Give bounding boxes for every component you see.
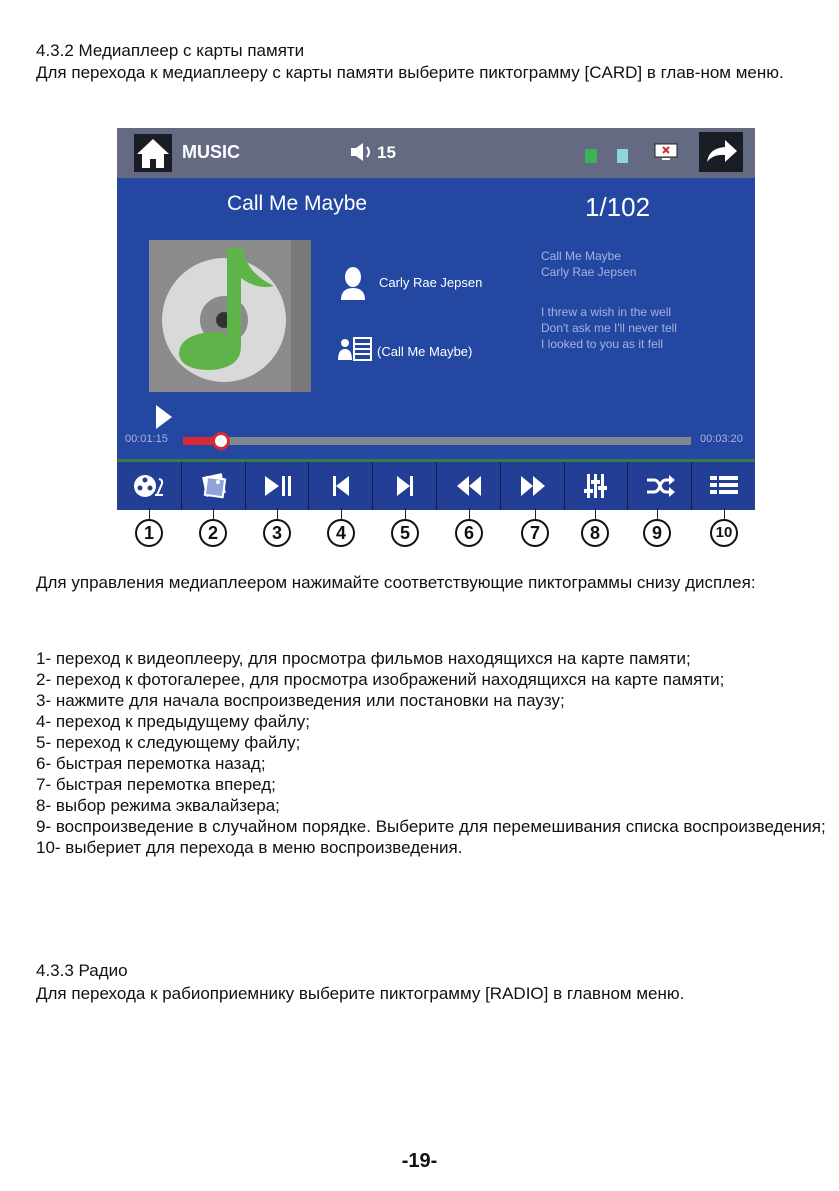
video-reel-icon (133, 472, 165, 500)
control-bar (117, 462, 755, 510)
media-player-screen (117, 128, 755, 510)
list-item: 6- быстрая перемотка назад; (36, 754, 266, 773)
progress-fill (183, 437, 213, 445)
section-heading: 4.3.2 Медиаплеер с карты памяти (36, 41, 305, 60)
progress-bar[interactable] (183, 437, 691, 445)
volume-level: 15 (377, 143, 396, 162)
next-track-icon (389, 472, 421, 500)
callout-3: 3 (263, 519, 291, 547)
page-number: -19- (401, 1150, 438, 1172)
play-indicator-icon (155, 404, 173, 430)
list-item: 2- переход к фотогалерее, для просмотра изображений находящихся на карте памяти; (36, 670, 725, 689)
track-title: Call Me Maybe (227, 192, 368, 215)
music-disc-icon (149, 240, 311, 392)
total-time: 00:03:20 (700, 433, 743, 445)
playlist-button[interactable] (691, 462, 755, 510)
lyrics-title: Call Me Maybe (541, 249, 622, 263)
callout-2: 2 (199, 519, 227, 547)
rewind-button[interactable] (436, 462, 501, 510)
lyrics-text (541, 304, 677, 352)
lyrics-artist: Carly Rae Jepsen (541, 265, 637, 279)
callout-10: 10 (710, 519, 738, 547)
list-item: 1- переход к видеоплееру, для просмотра фильмов находящихся на карте памяти; (36, 649, 691, 668)
callout-6: 6 (455, 519, 483, 547)
equalizer-icon (580, 472, 612, 500)
callout-numbers (117, 508, 755, 548)
progress-handle[interactable] (212, 432, 230, 450)
list-item: 5- переход к следующему файлу; (36, 733, 301, 752)
video-player-button[interactable] (117, 462, 181, 510)
previous-track-button[interactable] (308, 462, 373, 510)
shuffle-button[interactable] (627, 462, 692, 510)
rewind-icon (453, 472, 485, 500)
photo-gallery-icon (198, 472, 230, 500)
usb-icon (617, 149, 628, 163)
forward-arrow-icon (699, 132, 743, 172)
forward-button[interactable] (699, 132, 743, 172)
intro-paragraph: Для перехода к медиаплееру с карты памяти выберите пиктограмму [CARD] в глав-ном меню. (36, 63, 784, 82)
callout-9: 9 (643, 519, 671, 547)
callout-1: 1 (135, 519, 163, 547)
lyrics-line: I threw a wish in the well (541, 305, 672, 319)
equalizer-button[interactable] (564, 462, 629, 510)
callout-8: 8 (581, 519, 609, 547)
list-item: 7- быстрая перемотка вперед; (36, 775, 276, 794)
next-track-button[interactable] (372, 462, 437, 510)
callout-4: 4 (327, 519, 355, 547)
list-item: 10- выбериет для перехода в меню воспроизведения. (36, 838, 463, 857)
speaker-icon (349, 141, 375, 163)
callout-5: 5 (391, 519, 419, 547)
callout-7: 7 (521, 519, 549, 547)
list-item: 4- переход к предыдущему файлу; (36, 712, 310, 731)
radio-paragraph: Для перехода к рабиоприемнику выберите пиктограмму [RADIO] в главном меню. (36, 984, 685, 1003)
top-bar (117, 128, 755, 178)
current-time: 00:01:15 (125, 433, 168, 445)
list-item: 3- нажмите для начала воспроизведения или постановки на паузу; (36, 691, 565, 710)
album-list-icon (337, 336, 373, 362)
album-name: (Call Me Maybe) (377, 344, 473, 359)
home-icon (134, 134, 172, 172)
controls-list (36, 648, 826, 858)
photo-gallery-button[interactable] (181, 462, 246, 510)
fast-forward-button[interactable] (500, 462, 565, 510)
app-title: MUSIC (182, 142, 240, 162)
controls-intro: Для управления медиаплеером нажимайте соответствующие пиктограммы снизу дисплея: (36, 573, 756, 592)
fast-forward-icon (517, 472, 549, 500)
list-item: 9- воспроизведение в случайном порядке. Выберите для перемешивания списка воспроизведения; (36, 817, 826, 836)
play-pause-icon (261, 472, 293, 500)
previous-track-icon (325, 472, 357, 500)
play-pause-button[interactable] (245, 462, 310, 510)
shuffle-icon (644, 472, 676, 500)
radio-heading: 4.3.3 Радио (36, 961, 128, 980)
lyrics-header (541, 248, 636, 280)
sd-card-icon (585, 149, 597, 163)
album-art (149, 240, 311, 392)
lyrics-line: I looked to you as it fell (541, 337, 664, 351)
playlist-icon (708, 472, 740, 500)
artist-name: Carly Rae Jepsen (379, 275, 483, 290)
artist-icon (339, 266, 367, 300)
monitor-off-icon (654, 143, 678, 163)
track-counter: 1/102 (585, 192, 651, 222)
home-button[interactable] (134, 134, 172, 172)
list-item: 8- выбор режима эквалайзера; (36, 796, 280, 815)
lyrics-line: Don't ask me I'll never tell (541, 321, 677, 335)
